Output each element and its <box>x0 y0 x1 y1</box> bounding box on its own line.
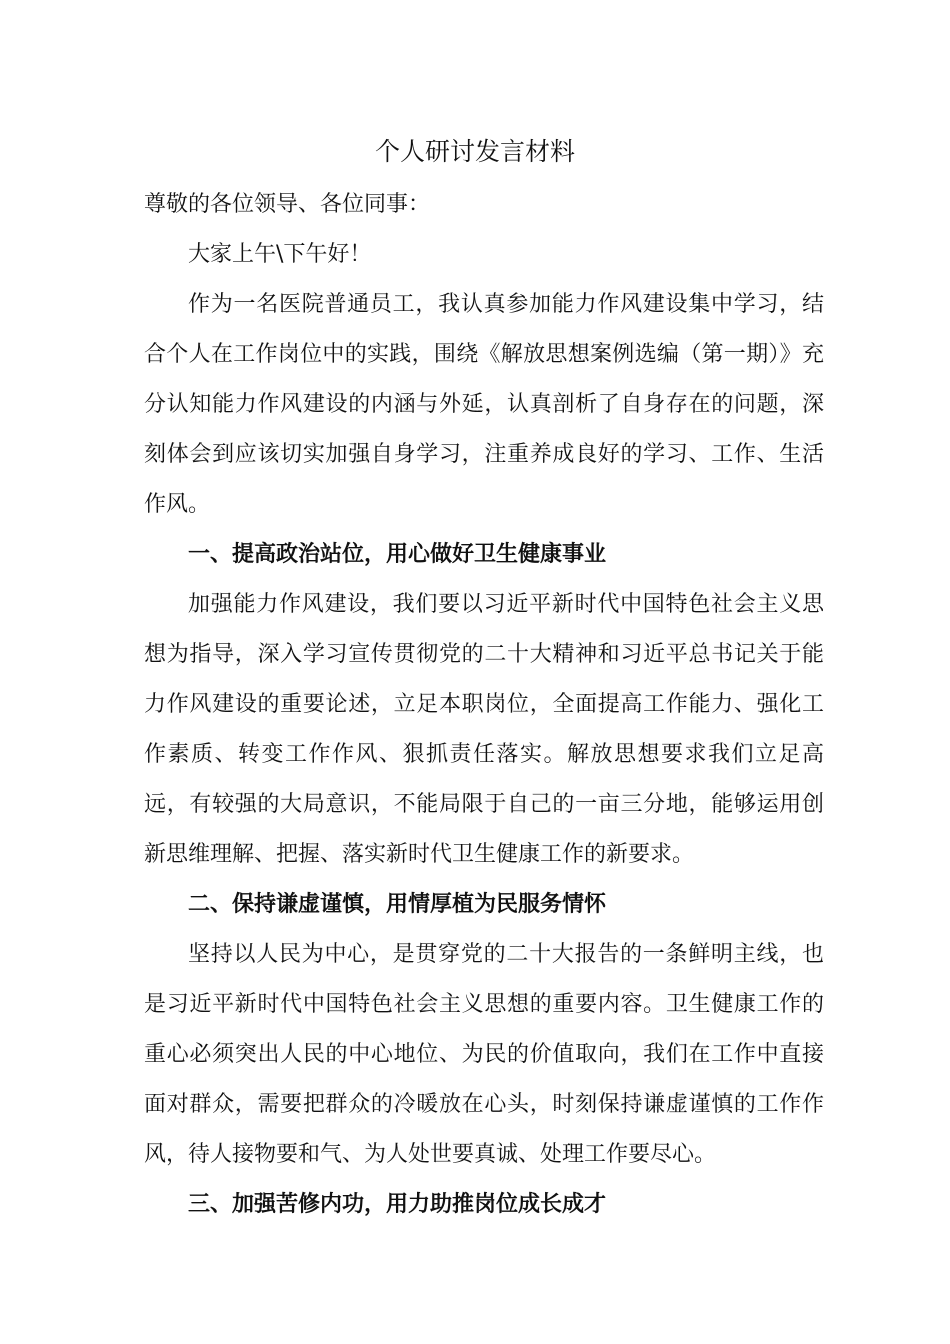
section-heading-2: 二、保持谦虚谨慎，用情厚植为民服务情怀 <box>188 892 607 917</box>
section-heading-1: 一、提高政治站位，用心做好卫生健康事业 <box>188 542 607 567</box>
document-body <box>144 180 824 1230</box>
salutation: 尊敬的各位领导、各位同事： <box>144 192 431 217</box>
section-heading-3: 三、加强苦修内功，用力助推岗位成长成才 <box>188 1192 607 1217</box>
section-body-1: 加强能力作风建设，我们要以习近平新时代中国特色社会主义思想为指导，深入学习宣传贯彻党的二十大精神和习近平总书记关于能力作风建设的重要论述，立足本职岗位，全面提高工作能力、强化工作素质、转变工作作风、狠抓责任落实。解放思想要求我们立足高远，有较强的大局意识，不能局限于自己的一亩三分地，能够运用创新思维理解、把握、落实新时代卫生健康工作的新要求。 <box>144 592 824 867</box>
intro-paragraph: 作为一名医院普通员工，我认真参加能力作风建设集中学习，结合个人在工作岗位中的实践，围绕《解放思想案例选编（第一期）》充分认知能力作风建设的内涵与外延，认真剖析了自身存在的问题，深刻体会到应该切实加强自身学习，注重养成良好的学习、工作、生活作风。 <box>144 292 824 517</box>
document-title: 个人研讨发言材料 <box>374 137 575 166</box>
section-body-2: 坚持以人民为中心，是贯穿党的二十大报告的一条鲜明主线，也是习近平新时代中国特色社会主义思想的重要内容。卫生健康工作的重心必须突出人民的中心地位、为民的价值取向，我们在工作中直接面对群众，需要把群众的冷暖放在心头，时刻保持谦虚谨慎的工作作风，待人接物要和气、为人处世要真诚、处理工作要尽心。 <box>144 942 824 1167</box>
greeting: 大家上午\下午好！ <box>188 242 372 267</box>
